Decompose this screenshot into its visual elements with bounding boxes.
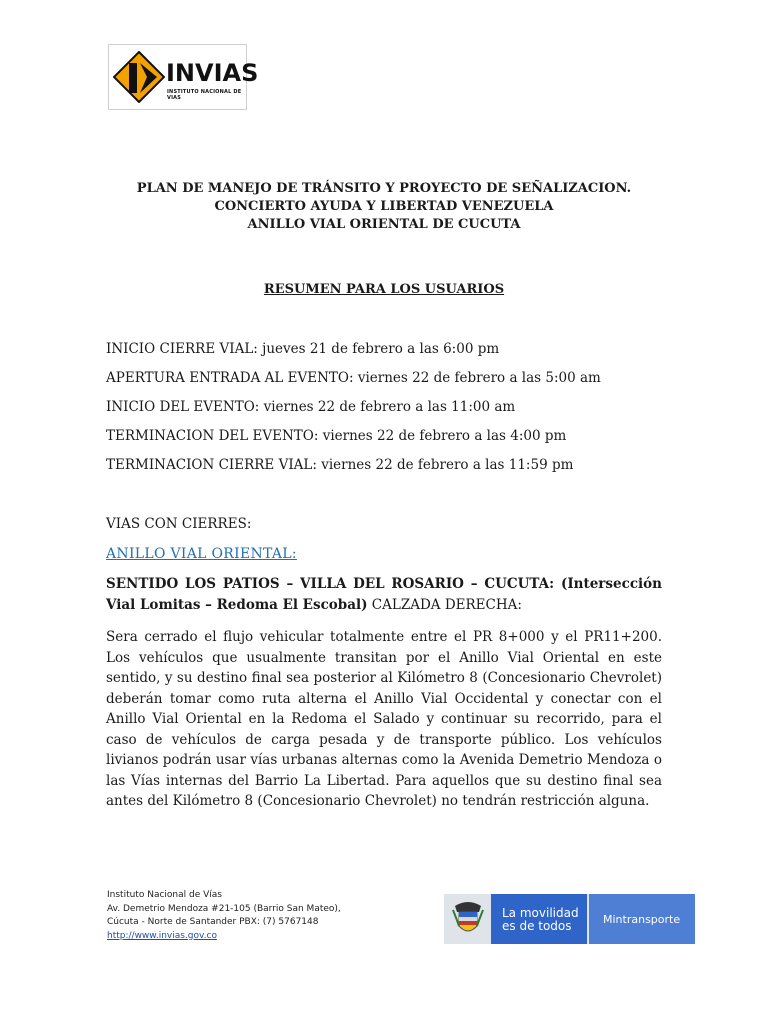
slogan-line-1: La movilidad	[502, 906, 579, 920]
schedule-item: INICIO DEL EVENTO: viernes 22 de febrero a las 11:00 am	[106, 399, 516, 415]
invias-logo	[108, 44, 259, 110]
section-link-anillo-vial-oriental[interactable]: ANILLO VIAL ORIENTAL:	[106, 546, 297, 562]
summary-heading	[0, 282, 768, 297]
schedule-item: TERMINACION DEL EVENTO: viernes 22 de febrero a las 4:00 pm	[106, 428, 567, 444]
closures-label: VIAS CON CIERRES:	[106, 516, 252, 532]
schedule-item: TERMINACION CIERRE VIAL: viernes 22 de febrero a las 11:59 pm	[106, 457, 574, 473]
footer-institution: Instituto Nacional de Vías	[107, 890, 222, 900]
footer-contact	[107, 889, 341, 943]
document-title-line-3: ANILLO VIAL ORIENTAL DE CUCUTA	[247, 217, 521, 232]
logo-subtitle: INSTITUTO NACIONAL DE VIAS	[167, 89, 242, 101]
footer-website-link[interactable]: http://www.invias.gov.co	[107, 930, 217, 941]
coat-of-arms-icon	[451, 900, 485, 938]
schedule-item: APERTURA ENTRADA AL EVENTO: viernes 22 de febrero a las 5:00 am	[106, 370, 601, 386]
footer-address: Av. Demetrio Mendoza #21-105 (Barrio San Mateo),	[107, 903, 341, 914]
slogan-line-2: es de todos	[502, 919, 572, 933]
direction-heading-bold: SENTIDO LOS PATIOS – VILLA DEL ROSARIO – CUCUTA: (Intersección Vial Lomitas – Redoma El Escobal)	[106, 576, 662, 613]
ministry-name: Mintransporte	[603, 913, 681, 926]
document-title-line-1: PLAN DE MANEJO DE TRÁNSITO Y PROYECTO DE SEÑALIZACION.	[136, 181, 632, 196]
direction-heading	[106, 574, 662, 616]
schedule-item: INICIO CIERRE VIAL: jueves 21 de febrero a las 6:00 pm	[106, 341, 500, 357]
mintransporte-banner	[444, 894, 695, 944]
logo-wordmark: INVIAS	[166, 59, 259, 87]
slogan-text	[502, 907, 579, 933]
direction-heading-rest: CALZADA DERECHA:	[367, 597, 522, 613]
summary-heading-text: RESUMEN PARA LOS USUARIOS	[263, 282, 505, 297]
closure-paragraph: Sera cerrado el flujo vehicular totalmente entre el PR 8+000 y el PR11+200. Los vehículos que usualmente transitan por el Anillo Vial Oriental en este sentido, y su destino final sea posterior al Kilómetro 8 (Concesionario Chevrolet) deberán tomar como ruta alterna el Anillo Vial Occidental y conectar con el Anillo Vial Oriental en la Redoma el Salado y continuar su recorrido, para el caso de vehículos de carga pesada y de transporte público. Los vehículos livianos podrán usar vías urbanas alternas como la Avenida Demetrio Mendoza o las Vías internas del Barrio La Libertad. Para aquellos que su destino final sea antes del Kilómetro 8 (Concesionario Chevrolet) no tendrán restricción alguna.	[106, 629, 662, 809]
document-title-line-2: CONCIERTO AYUDA Y LIBERTAD VENEZUELA	[214, 199, 554, 214]
invias-diamond-icon	[113, 51, 165, 103]
footer-phone: Cúcuta - Norte de Santander PBX: (7) 5767148	[107, 917, 319, 927]
